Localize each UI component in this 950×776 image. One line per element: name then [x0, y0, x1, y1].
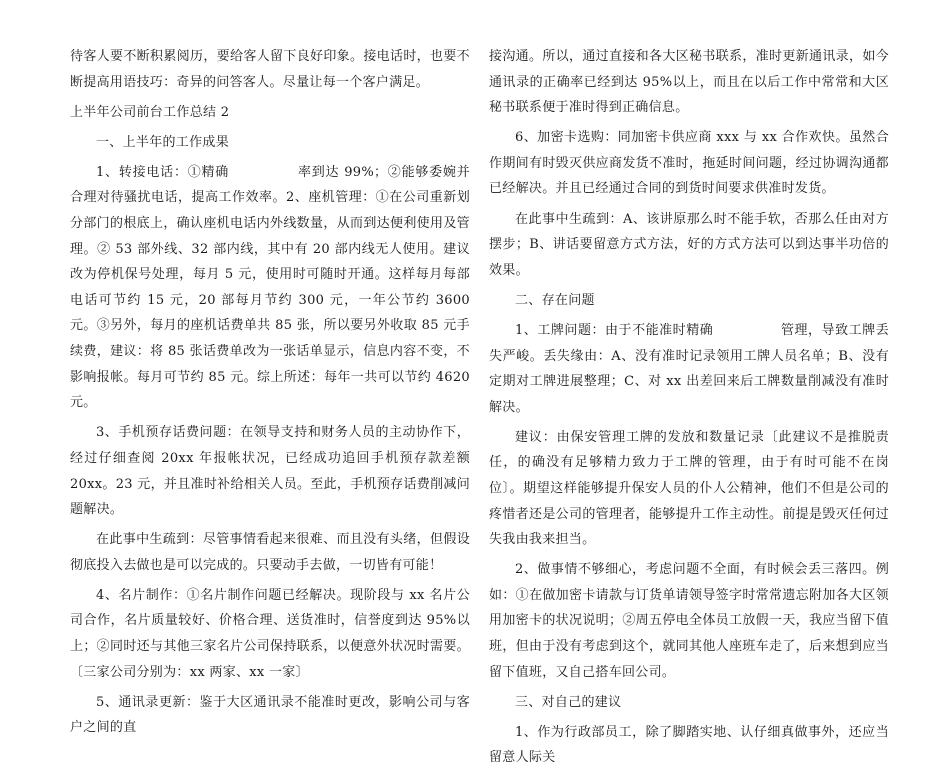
left-column [70, 44, 470, 745]
paragraph: 2、做事情不够细心，考虑问题不全面，有时候会丢三落四。例如：①在做加密卡请款与订货单请领导签字时常常遗忘附加各大区领用加密卡的状况说明；②周五停电全体员工放假一天，我应当留下值班，但由于没有考虑到这个，就同其他人座班车走了，后来想到应当留下值班，又自己搭车回公司。 [489, 562, 889, 680]
paragraph: 1、作为行政部员工，除了脚踏实地、认仔细真做事外，还应当留意人际关 [489, 724, 889, 766]
paragraph: 建议：由保安管理工牌的发放和数量记录〔此建议不是推脱责任，的确没有足够精力致力于工牌的管理，由于有时可能不在岗位〕。期望这样能够提升保安人员的仆人公精神，他们不但是公司的疼惜者还是公司的管理者，能够提升工作主动性。前提是毁灭任何过失我由我来担当。 [489, 429, 889, 548]
section-heading: 一、上半年的工作成果 [96, 134, 230, 150]
paragraph: 接沟通。所以，通过直接和各大区秘书联系，准时更新通讯录，如今通讯录的正确率已经到达 95%以上，而且在以后工作中常常和大区秘书联系便于准时得到正确信息。 [489, 49, 889, 116]
paragraph: 待客人要不断积累阅历，要给客人留下良好印象。接电话时，也要不断提高用语技巧：奇异的问答客人。尽量让每一个客户满足。 [70, 49, 470, 90]
paragraph: 3、手机预存话费问题：在领导支持和财务人员的主动协作下，经过仔细查阅 20xx 年报帐状况，已经成功追回手机预存款差额 20xx。23 元，并且准时补给相关人员。至此，手机预存话费削减问题解决。 [70, 425, 470, 518]
section-heading: 三、对自己的建议 [515, 694, 622, 710]
document-title: 上半年公司前台工作总结 2 [70, 104, 230, 120]
paragraph: 1、工牌问题：由于不能准时精确 管理，导致工牌丢失严峻。丢失缘由：A、没有准时记录领用工牌人员名单；B、没有定期对工牌进展整理；C、对 xx 出差回来后工牌数量削减没有准时解决。 [489, 322, 889, 415]
section-heading: 二、存在问题 [515, 292, 595, 308]
right-column [489, 44, 889, 776]
paragraph: 在此事中生疏到：A、该讲原那么时不能手软，否那么任由对方摆步；B、讲话要留意方式方法，好的方式方法可以到达事半功倍的效果。 [489, 211, 889, 278]
paragraph: 在此事中生疏到：尽管事情看起来很难、而且没有头绪，但假设彻底投入去做也是可以完成的。只要动手去做，一切皆有可能！ [70, 532, 470, 573]
paragraph: 6、加密卡选购：同加密卡供应商 xxx 与 xx 合作欢快。虽然合作期间有时毁灭供应商发货不准时，拖延时间问题，经过协调沟通都已经解决。并且已经通过合同的到货时间要求供准时发货。 [489, 130, 889, 197]
paragraph: 4、名片制作：①名片制作问题已经解决。现阶段与 xx 名片公司合作，名片质量较好、价格合理、送货准时，信誉度到达 95%以上；②同时还与其他三家名片公司保持联系，以便意外状况时需要。〔三家公司分别为：xx 两家、xx 一家〕 [70, 587, 470, 680]
paragraph: 5、通讯录更新：鉴于大区通讯录不能准时更改，影响公司与客户之间的直 [70, 694, 470, 736]
paragraph: 1、转接电话：①精确 率到达 99%；②能够委婉并合理对待骚扰电话，提高工作效率。2、座机管理：①在公司重新划分部门的根底上，确认座机电话内外线数量，从而到达便利使用及管理。② 53 部外线、32 部内线，其中有 20 部内线无人使用。建议改为停机保号处理，每月 5 元，使用时可随时开通。这样每月每部电话可节约 15 元，20 部每月节约 300 元，一年公节约 3600 元。③另外，每月的座机话费单共 85 张，所以要另外收取 85 元手续费，建议：将 85 张话费单改为一张话单显示，信息内容不变，不影响报帐。每月可节约 85 元。综上所述：每年一共可以节约 4620 元。 [70, 164, 470, 411]
